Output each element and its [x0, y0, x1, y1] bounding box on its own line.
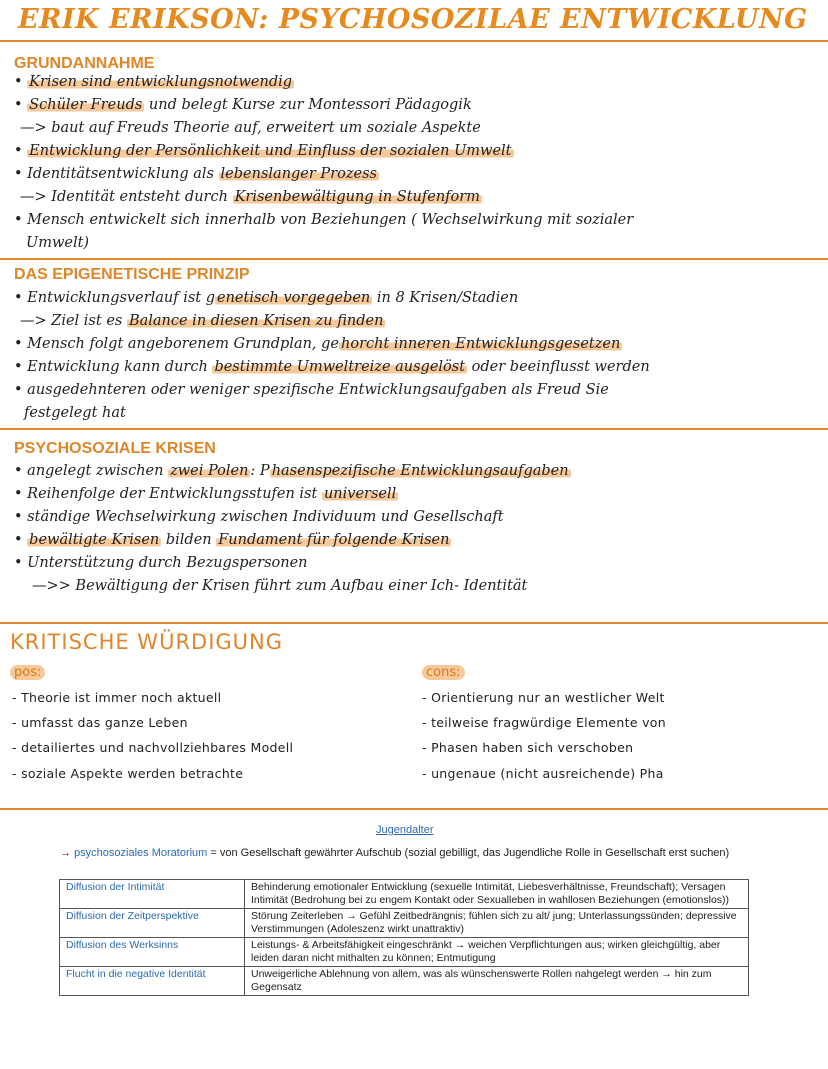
table-row [60, 909, 749, 938]
list-item: • Unterstützung durch Bezugspersonen [14, 555, 308, 571]
cons-label: cons: [422, 665, 465, 680]
table-cell-value: Behinderung emotionaler Entwicklung (sexuelle Intimität, Liebesverhältnisse, Freundschaft); Versagen Intimität (Bedrohung bei zu engem Kontakt oder Sexualleben in wahllosen Beziehungen (emotionslos)) [245, 880, 749, 909]
list-item: • Mensch folgt angeborenem Grundplan, ge horcht inneren Entwicklungsgesetzen [14, 336, 621, 352]
table-cell-value: Unweigerliche Ablehnung von allem, was als wünschenswerte Rollen nahgelegt werden → hin zum Gegensatz [245, 967, 749, 996]
cons-item: - teilweise fragwürdige Elemente von [422, 715, 666, 730]
section-heading-krisen: PSYCHOSOZIALE KRISEN [14, 440, 216, 457]
list-item: —> baut auf Freuds Theorie auf, erweitert um soziale Aspekte [20, 120, 481, 136]
list-item: • Entwicklung kann durch bestimmte Umweltreize ausgelöst oder beeinflusst werden [14, 359, 650, 375]
jugendalter-title: Jugendalter [376, 824, 434, 836]
list-item: • Identitätsentwicklung als lebenslanger Prozess [14, 166, 377, 182]
list-item: • Entwicklungsverlauf ist g enetisch vorgegeben in 8 Krisen/Stadien [14, 290, 519, 306]
list-item: • Schüler Freuds und belegt Kurse zur Montessori Pädagogik [14, 97, 472, 113]
list-item: • ausgedehnteren oder weniger spezifische Entwicklungsaufgaben als Freud Sie [14, 382, 609, 398]
section-heading-epigenetisch: DAS EPIGENETISCHE PRINZIP [14, 266, 250, 283]
table-cell-key: Flucht in die negative Identität [60, 967, 245, 996]
page-title: ERIK ERIKSON: PSYCHOSOZILAE ENTWICKLUNG [18, 4, 808, 35]
table-cell-value: Störung Zeiterleben → Gefühl Zeitbedrängnis; fühlen sich zu alt/ jung; Unterlassungssünden; depressive Verstimmungen (Adoleszenz wirkt unattraktiv) [245, 909, 749, 938]
cons-item: - Phasen haben sich verschoben [422, 740, 634, 755]
cons-item: - Orientierung nur an westlicher Welt [422, 690, 665, 705]
list-item: festgelegt hat [24, 405, 126, 421]
table-cell-key: Diffusion der Zeitperspektive [60, 909, 245, 938]
table-row [60, 967, 749, 996]
table-row [60, 938, 749, 967]
list-item: • Reihenfolge der Entwicklungsstufen ist universell [14, 486, 397, 502]
list-item: —> Ziel ist es Balance in diesen Krisen zu finden [20, 313, 384, 329]
divider [0, 428, 828, 430]
list-item: • bewältigte Krisen bilden Fundament für folgende Krisen [14, 532, 450, 548]
list-item: • Entwicklung der Persönlichkeit und Einfluss der sozialen Umwelt [14, 143, 512, 159]
divider [0, 40, 828, 42]
moratorium-text: = von Gesellschaft gewährter Aufschub (sozial gebilligt, das Jugendliche Rolle in Gesellschaft erst suchen) [207, 847, 730, 859]
pos-item: - umfasst das ganze Leben [12, 715, 188, 730]
list-item: • angelegt zwischen zwei Polen : P hasenspezifische Entwicklungsaufgaben [14, 463, 569, 479]
divider [0, 622, 828, 624]
pos-item: - soziale Aspekte werden betrachte [12, 766, 244, 781]
moratorium-definition [60, 846, 740, 860]
moratorium-term: psychosoziales Moratorium [74, 847, 208, 859]
list-item: Umwelt) [26, 235, 90, 251]
section-heading-grundannahme: GRUNDANNAHME [14, 55, 155, 72]
table-cell-value: Leistungs- & Arbeitsfähigkeit eingeschränkt → weichen Verpflichtungen aus; wirken gleichgültig, aber leiden daran nicht mithalten zu können; Entmutigung [245, 938, 749, 967]
divider [0, 808, 828, 810]
table-cell-key: Diffusion der Intimität [60, 880, 245, 909]
list-item: —>> Bewältigung der Krisen führt zum Aufbau einer Ich- Identität [32, 578, 528, 594]
table-row [60, 880, 749, 909]
list-item: —> Identität entsteht durch Krisenbewältigung in Stufenform [20, 189, 480, 205]
list-item: • ständige Wechselwirkung zwischen Individuum und Gesellschaft [14, 509, 504, 525]
list-item: • Mensch entwickelt sich innerhalb von Beziehungen ( Wechselwirkung mit sozialer [14, 212, 634, 228]
arrow-right-icon: → [60, 847, 71, 859]
pos-label: pos: [10, 665, 45, 680]
list-item: • Krisen sind entwicklungsnotwendig [14, 74, 293, 90]
table-cell-key: Diffusion des Werksinns [60, 938, 245, 967]
pos-item: - Theorie ist immer noch aktuell [12, 690, 222, 705]
divider [0, 258, 828, 260]
pos-item: - detailiertes und nachvollziehbares Modell [12, 740, 294, 755]
section-heading-wuerdigung: KRITISCHE WÜRDIGUNG [10, 630, 284, 654]
cons-item: - ungenaue (nicht ausreichende) Pha [422, 766, 664, 781]
identity-diffusion-table [59, 879, 749, 996]
